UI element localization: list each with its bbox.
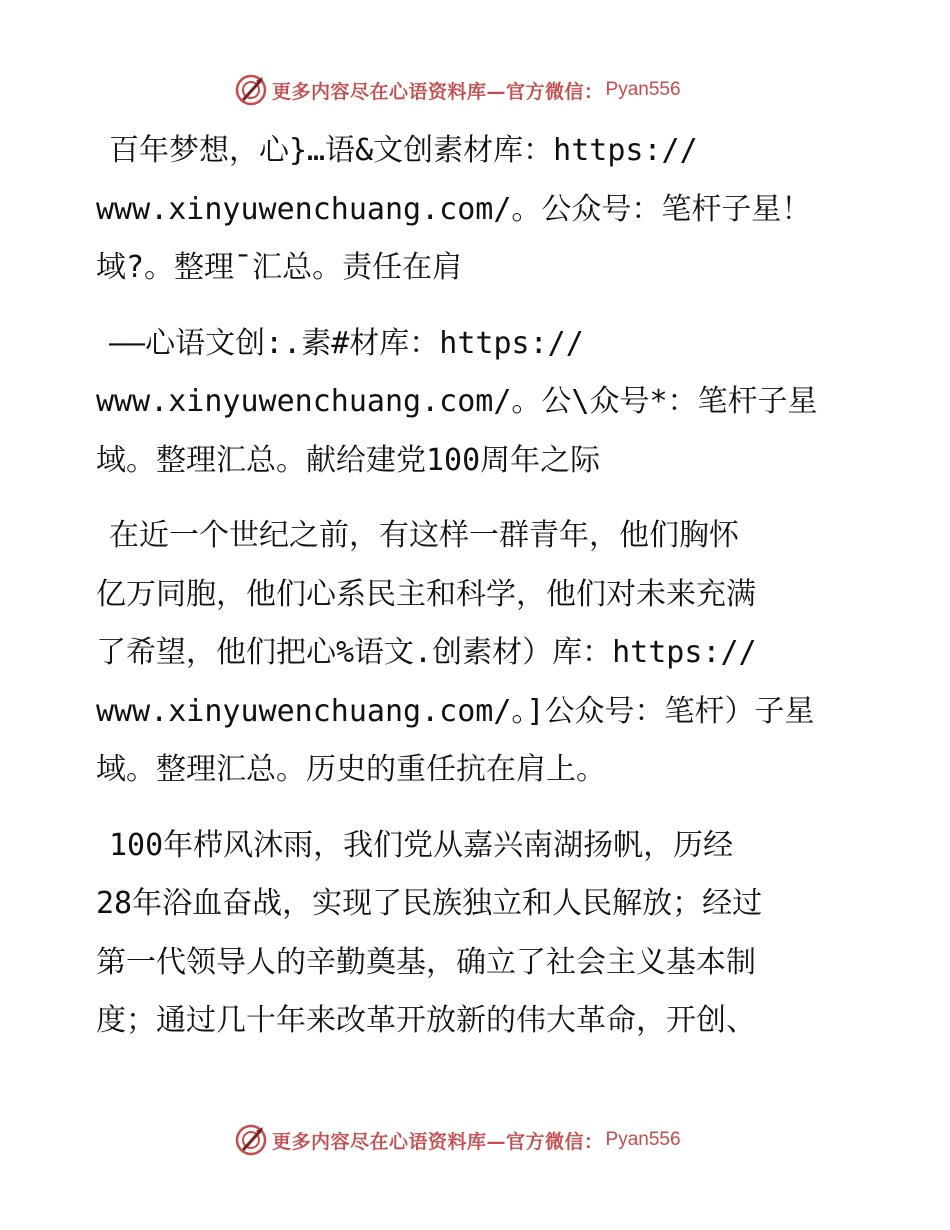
- document-body: [96, 122, 876, 1068]
- paragraph-4: 100年栉风沐雨，我们党从嘉兴南湖扬帆，历经 28年浴血奋战，实现了民族独立和人民解放；经过 第一代领导人的辛勤奠基，确立了社会主义基本制 度；通过几十年来改革开放新的伟大革命，开创、: [96, 827, 763, 1038]
- header-wechat-id: Pyan556: [605, 79, 681, 100]
- paragraph-1: 百年梦想，心}…语&文创素材库：https:// www.xinyuwenchuang.com/。公众号：笔杆子星！ 域?。整理¯汇总。责任在肩: [96, 133, 812, 285]
- header-banner-text: 更多内容尽在心语资料库—官方微信：: [272, 80, 604, 103]
- quill-seal-icon: [234, 73, 268, 107]
- footer-banner-text: 更多内容尽在心语资料库—官方微信：: [272, 1130, 604, 1153]
- footer-wechat-id: Pyan556: [605, 1129, 681, 1150]
- footer-banner: [234, 1122, 681, 1158]
- paragraph-2: ——心语文创:.素#材库：https:// www.xinyuwenchuang.com/。公\众号*：笔杆子星 域。整理汇总。献给建党100周年之际: [96, 325, 818, 478]
- header-banner: [234, 72, 681, 108]
- paragraph-3: 在近一个世纪之前，有这样一群青年，他们胸怀 亿万同胞，他们心系民主和科学，他们对未来充满 了希望，他们把心%语文.创素材）库：https:// www.xinyuwenchuang.com/。]公众号：笔杆）子星 域。整理汇总。历史的重任抗在肩上。: [96, 518, 815, 787]
- quill-seal-icon: [234, 1123, 268, 1157]
